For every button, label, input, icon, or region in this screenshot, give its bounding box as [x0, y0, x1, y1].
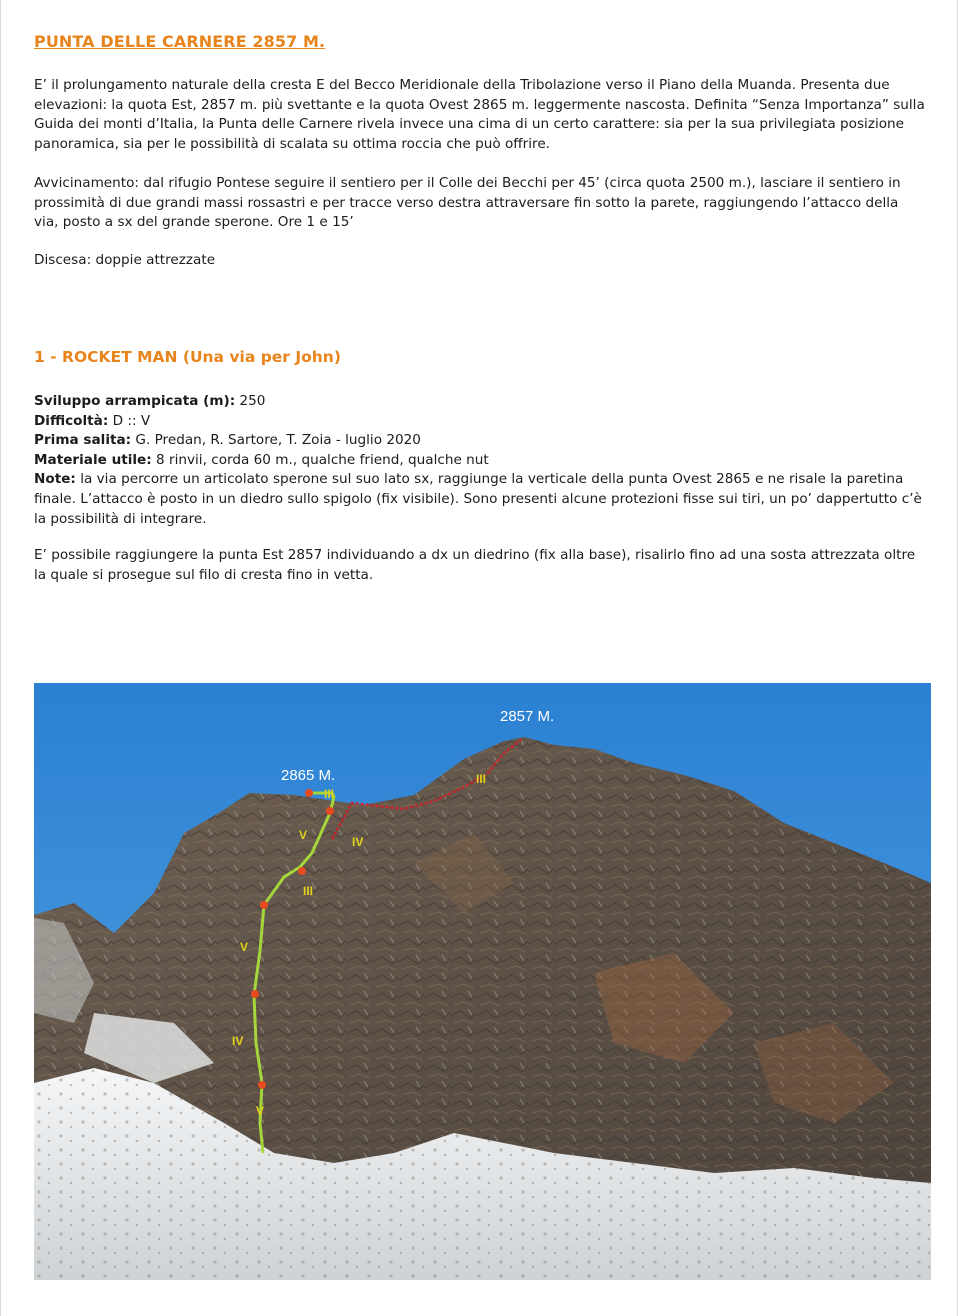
- grade-label: III: [303, 884, 314, 898]
- grade-label: III: [324, 787, 335, 801]
- route-specs: [34, 392, 927, 529]
- grade-label: V: [240, 940, 249, 954]
- spec-value: G. Predan, R. Sartore, T. Zoia - luglio 2020: [131, 432, 421, 449]
- peak-label-east: 2857 M.: [500, 708, 555, 725]
- spec-value: D :: V: [108, 412, 151, 429]
- route-title: 1 - ROCKET MAN (Una via per John): [34, 348, 341, 366]
- spec-label: Materiale utile:: [34, 451, 152, 468]
- spec-label: Difficoltà:: [34, 412, 109, 429]
- spec-gear: [34, 451, 927, 471]
- belay-point: [258, 1081, 266, 1089]
- belay-point: [260, 901, 268, 909]
- grade-label: IV: [232, 1034, 244, 1048]
- spec-label: Prima salita:: [34, 432, 132, 449]
- grade-label: III: [476, 772, 487, 786]
- route-topo-illustration: [34, 683, 931, 1280]
- spec-value: 250: [235, 393, 266, 409]
- grade-label: V: [299, 828, 308, 842]
- descent-paragraph: Discesa: doppie attrezzate: [34, 252, 216, 268]
- belay-point: [326, 807, 334, 815]
- approach-paragraph: Avvicinamento: dal rifugio Pontese seguire il sentiero per il Colle dei Becchi per 45’ (circa quota 2500 m.), lasciare il sentiero in prossimità di due grandi massi rossastri e per tracce verso destra attraversare fin sotto la parete, raggiungendo l’attacco della via, posto a sx del grande sperone. Ore 1 e 15’: [34, 175, 901, 231]
- belay-point: [298, 867, 306, 875]
- peak-label-west: 2865 M.: [281, 767, 336, 784]
- grade-label: IV: [352, 835, 364, 849]
- spec-difficulty: [34, 412, 927, 432]
- intro-paragraph: E’ il prolungamento naturale della cresta E del Becco Meridionale della Tribolazione verso il Piano della Muanda. Presenta due elevazioni: la quota Est, 2857 m. più svettante e la quota Ovest 2865 m. leggermente nascosta. Definita “Senza Importanza” sulla Guida dei monti d’Italia, la Punta delle Carnere rivela invece una cima di un certo carattere: sia per la sua privilegiata posizione panoramica, sia per le possibilità di scalata su ottima roccia che può offrire.: [34, 77, 925, 152]
- route-photo: [34, 683, 931, 1280]
- grade-label: V: [256, 1104, 265, 1118]
- belay-point: [251, 990, 259, 998]
- spec-notes: [34, 470, 927, 529]
- page-title: PUNTA DELLE CARNERE 2857 M.: [34, 32, 326, 51]
- spec-first-ascent: [34, 431, 927, 451]
- belay-point: [305, 789, 313, 797]
- spec-label: Note:: [34, 471, 76, 488]
- spec-length: [34, 392, 927, 412]
- spec-value: la via percorre un articolato sperone sul suo lato sx, raggiunge la verticale della punta Ovest 2865 e ne risale la paretina finale. L’attacco è posto in un diedro sullo spigolo (fix visibile). Sono presenti alcune protezioni fisse sui tiri, un po’ dappertutto c’è la possibilità di integrare.: [34, 471, 922, 527]
- spec-value: 8 rinvii, corda 60 m., qualche friend, qualche nut: [151, 451, 489, 468]
- variant-paragraph: E’ possibile raggiungere la punta Est 2857 individuando a dx un diedrino (fix alla base), risalirlo fino ad una sosta attrezzata oltre la quale si prosegue sul filo di cresta fino in vetta.: [34, 547, 916, 583]
- spec-label: Sviluppo arrampicata (m):: [34, 393, 236, 409]
